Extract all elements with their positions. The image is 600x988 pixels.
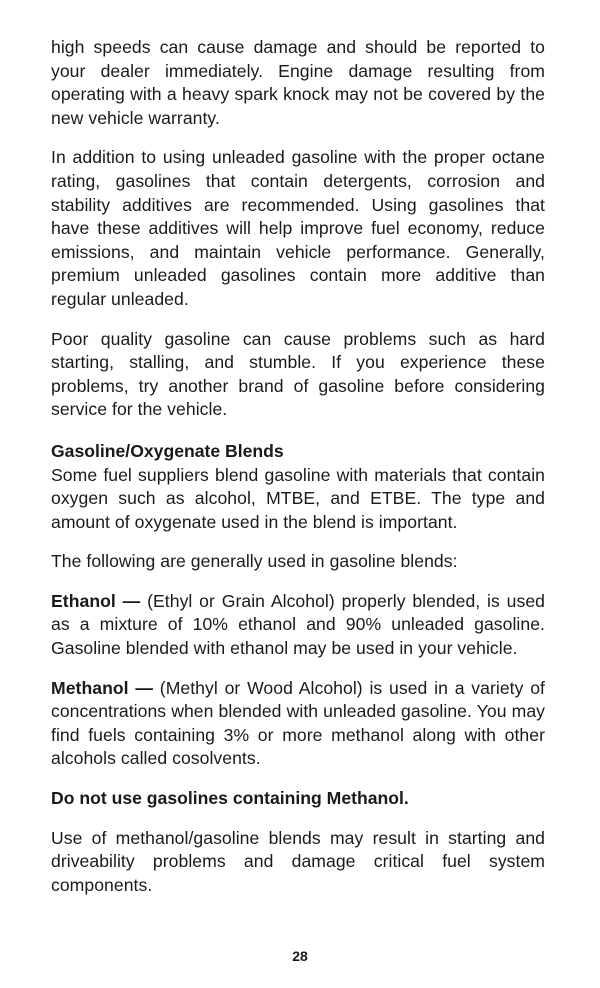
paragraph-ethanol (51, 590, 545, 661)
methanol-warning: Do not use gasolines containing Methanol. (51, 788, 409, 809)
paragraph-additives: In addition to using unleaded gasoline with the proper octane rating, gasolines that contain detergents, corrosion and stability additives are recommended. Using gasolines that have these additives will help improve fuel economy, reduce emissions, and maintain vehicle performance. Generally, premium unleaded gasolines contain more additive than regular unleaded. (51, 147, 545, 309)
methanol-description: (Methyl or Wood Alcohol) is used in a variety of concentrations when blended with unleaded gasoline. You may find fuels containing 3% or more methanol along with other alcohols called cosolvents. (51, 677, 545, 769)
paragraph-poor-quality: Poor quality gasoline can cause problems such as hard starting, stalling, and stumble. If you experience these problems, try another brand of gasoline before considering service for the vehicle. (51, 328, 545, 420)
paragraph-methanol (51, 677, 545, 771)
methanol-term: Methanol — (51, 677, 154, 698)
page-number: 28 (292, 948, 308, 964)
paragraph-closing: Use of methanol/gasoline blends may result in starting and driveability problems and damage critical fuel system components. (51, 827, 545, 895)
ethanol-term: Ethanol — (51, 590, 141, 611)
paragraph-blends-lead: The following are generally used in gasoline blends: (51, 551, 458, 572)
ethanol-description: (Ethyl or Grain Alcohol) properly blended, is used as a mixture of 10% ethanol and 90% unleaded gasoline. Gasoline blended with ethanol may be used in your vehicle. (51, 590, 545, 659)
section-heading: Gasoline/Oxygenate Blends (51, 440, 284, 461)
paragraph-engine-damage: high speeds can cause damage and should be reported to your dealer immediately. Engine damage resulting from operating with a heavy spark knock may not be covered by the new vehicle warranty. (51, 37, 545, 128)
paragraph-oxygenate-intro: Some fuel suppliers blend gasoline with materials that contain oxygen such as alcohol, MTBE, and ETBE. The type and amount of oxygenate used in the blend is important. (51, 464, 545, 532)
manual-page (51, 36, 545, 913)
